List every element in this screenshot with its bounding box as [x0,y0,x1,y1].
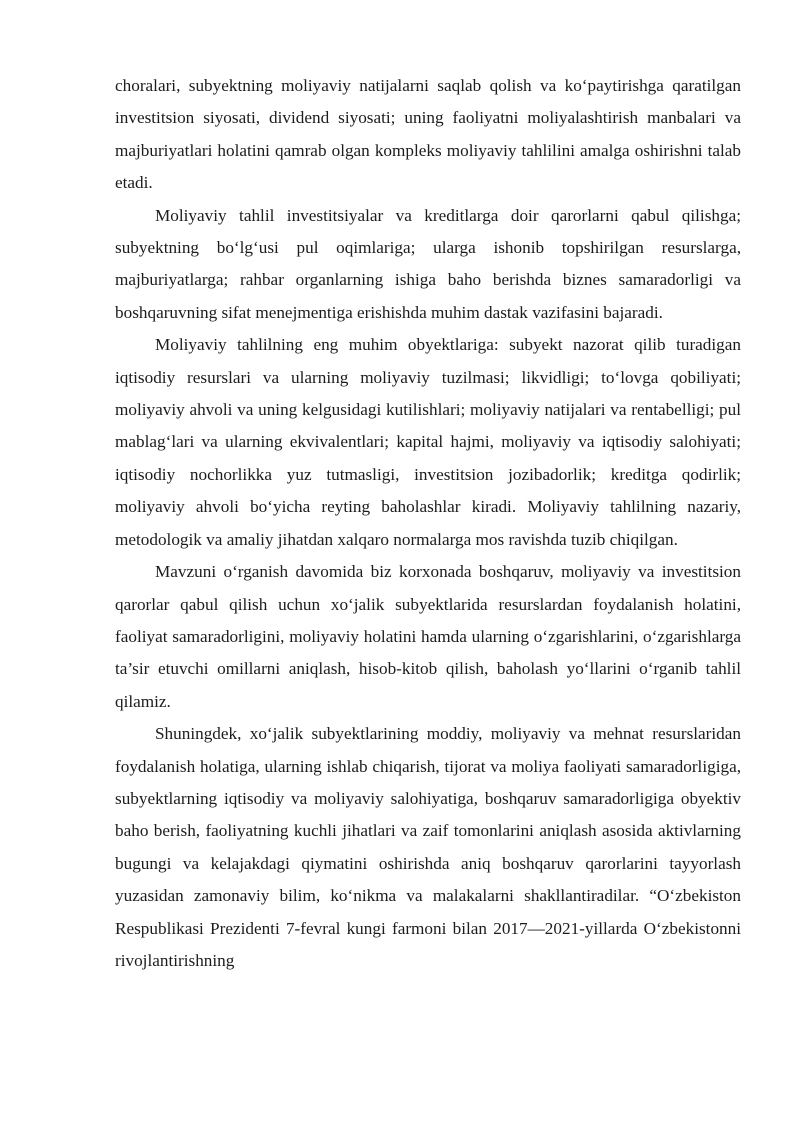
document-page [115,70,741,977]
paragraph-analysis-objects: Moliyaviy tahlilning eng muhim obyektlariga: subyekt nazorat qilib turadigan iqtisodiy resurslari va ularning moliyaviy tuzilmasi; likvidligi; to‘lovga qobiliyati; moliyaviy ahvoli va uning kelgusidagi kutilishlari; moliyaviy natijalari va rentabelligi; pul mablag‘lari va ularning ekvivalentlari; kapital hajmi, moliyaviy va iqtisodiy salohiyati; iqtisodiy nochorlikka yuz tutmasligi, investitsion jozibadorlik; kreditga qodirlik; moliyaviy ahvoli bo‘yicha reyting baholashlar kiradi. Moliyaviy tahlilning nazariy, metodologik va amaliy jihatdan xalqaro normalarga mos ravishda tuzib chiqilgan. [115,335,741,549]
paragraph-continuation: choralari, subyektning moliyaviy natijalarni saqlab qolish va ko‘paytirishga qaratilgan investitsion siyosati, dividend siyosati; uning faoliyatni moliyalashtirish manbalari va majburiyatlari holatini qamrab olgan kompleks moliyaviy tahlilini amalga oshirishni talab etadi. [115,76,741,193]
paragraph-financial-analysis-role: Moliyaviy tahlil investitsiyalar va kreditlarga doir qarorlarni qabul qilishga; subyektning bo‘lg‘usi pul oqimlariga; ularga ishonib topshirilgan resurslarga, majburiyatlarga; rahbar organlarning ishiga baho berishda biznes samaradorligi va boshqaruvning sifat menejmentiga erishishda muhim dastak vazifasini bajaradi. [115,205,741,322]
paragraph-competencies: Shuningdek, xo‘jalik subyektlarining moddiy, moliyaviy va mehnat resurslaridan foydalanish holatiga, ularning ishlab chiqarish, tijorat va moliya faoliyati samaradorligiga, subyektlarning iqtisodiy va moliyaviy salohiyatiga, boshqaruv samaradorligiga obyektiv baho berish, faoliyatning kuchli jihatlari va zaif tomonlarini aniqlash asosida aktivlarning bugungi va kelajakdagi qiymatini oshirishda aniq boshqaruv qarorlarini tayyorlash yuzasidan zamonaviy bilim, ko‘nikma va malakalarni shakllantiradilar. “O‘zbekiston Respublikasi Prezidenti 7-fevral kungi farmoni bilan 2017—2021-yillarda O‘zbekistonni rivojlantirishning [115,724,741,970]
paragraph-topic-study: Mavzuni o‘rganish davomida biz korxonada boshqaruv, moliyaviy va investitsion qarorlar qabul qilish uchun xo‘jalik subyektlarida resurslardan foydalanish holatini, faoliyat samaradorligini, moliyaviy holatini hamda ularning o‘zgarishlarini, o‘zgarishlarga ta’sir etuvchi omillarni aniqlash, hisob-kitob qilish, baholash yo‘llarini o‘rganib tahlil qilamiz. [115,562,741,711]
